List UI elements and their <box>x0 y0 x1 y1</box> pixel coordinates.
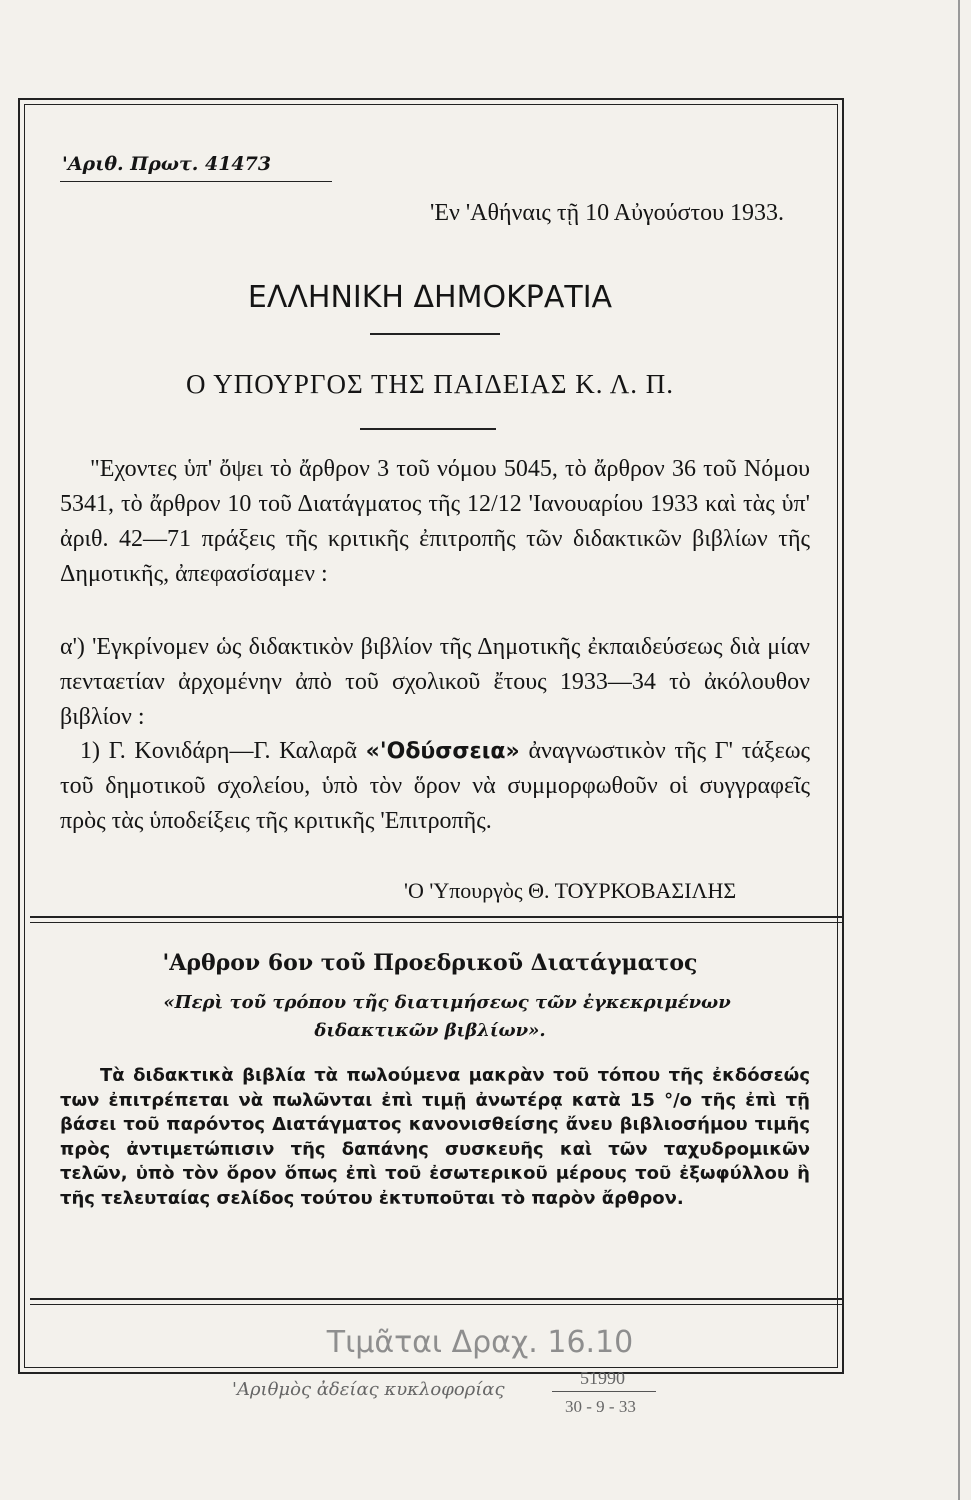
article-subtitle-1: «Περὶ τοῦ τρόπου τῆς διατιμήσεως τῶν ἐγκεκριμένων <box>163 992 731 1013</box>
price-stamp: Τιμᾶται Δραχ. 16.10 <box>326 1325 634 1360</box>
circulation-label: 'Αριθμὸς ἀδείας κυκλοφορίας <box>232 1379 505 1400</box>
approved-book-item <box>60 734 810 839</box>
republic-heading: ΕΛΛΗΝΙΚΗ ΔΗΜΟΚΡΑΤΙΑ <box>247 280 613 315</box>
book-authors: 1) Γ. Κονιδάρη—Γ. Καλαρᾶ <box>80 738 357 764</box>
book-title: «'Οδύσσεια» <box>365 739 520 764</box>
book-description: ἀναγνωστικὸν τῆς Γ' τάξεως τοῦ δημοτικοῦ σχολείου, ὑπὸ τὸν ὅρον νὰ συμμορφωθοῦν οἱ συγγραφεῖς πρὸς τὰς ὑποδείξεις τῆς κριτικῆς 'Επιτροπῆς. <box>60 738 811 834</box>
section-divider-1 <box>30 916 842 923</box>
minister-heading: Ο ΥΠΟΥΡΓΟΣ ΤΗΣ ΠΑΙΔΕΙΑΣ Κ. Λ. Π. <box>185 369 675 399</box>
decision-paragraph-2: α') 'Εγκρίνομεν ὡς διδακτικὸν βιβλίον τῆς Δημοτικῆς ἐκπαιδεύσεως διὰ μίαν πενταετίαν ἀρχομένην ἀπὸ τοῦ σχολικοῦ ἔτους 1933—34 τὸ ἀκόλουθον βιβλίον : <box>60 634 810 730</box>
section-divider-2 <box>30 1298 842 1305</box>
heading-rule-1 <box>370 333 500 335</box>
circulation-fraction-line <box>552 1391 656 1392</box>
circulation-date: 30 - 9 - 33 <box>565 1397 636 1416</box>
heading-rule-2 <box>360 428 496 430</box>
date-line: 'Εν 'Αθήναις τῇ 10 Αὐγούστου 1933. <box>430 200 784 226</box>
article-body: Τὰ διδακτικὰ βιβλία τὰ πωλούμενα μακρὰν τοῦ τόπου τῆς ἐκδόσεώς των ἐπιτρέπεται νὰ πωλῶνται ἐπὶ τιμῇ ἀνωτέρᾳ κατὰ 15 °/ο τῆς ἐπὶ τῇ βάσει τοῦ παρόντος Διατάγματος κανονισθείσης ἄνευ βιβλιοσήμου τιμῆς πρὸς ἀντιμετώπισιν τῆς δαπάνης συσκευῆς καὶ τῶν ταχυδρομικῶν τελῶν, ὑπὸ τὸν ὅρον ὅπως ἐπὶ τοῦ ἐσωτερικοῦ μέρους τοῦ ἐξωφύλλου ἢ τῆς τελευταίας σελίδος τούτου ἐκτυποῦται τὸ παρὸν ἄρθρον. <box>60 1065 810 1209</box>
protocol-number: 'Αριθ. Πρωτ. 41473 <box>62 153 272 175</box>
minister-signature: 'Ο 'Υπουργὸς Θ. ΤΟΥΡΚΟΒΑΣΙΛΗΣ <box>404 878 737 903</box>
circulation-number: 51990 <box>580 1368 625 1388</box>
protocol-underline <box>60 181 332 182</box>
article-title: 'Αρθρον 6ον τοῦ Προεδρικοῦ Διατάγματος <box>162 950 698 976</box>
article-subtitle-2: διδακτικῶν βιβλίων». <box>314 1020 546 1041</box>
decision-paragraph-1: "Εχοντες ὑπ' ὄψει τὸ ἄρθρον 3 τοῦ νόμου 5045, τὸ ἄρθρον 36 τοῦ Νόμου 5341, τὸ ἄρθρον 10 τοῦ Διατάγματος τῆς 12/12 'Ιανουαρίου 1933 καὶ τὰς ὑπ' ἀριθ. 42—71 πράξεις τῆς κριτικῆς ἐπιτροπῆς τῶν διδακτικῶν βιβλίων τῆς Δημοτικῆς, ἀπεφασίσαμεν : <box>60 456 810 587</box>
page-edge <box>958 0 960 1500</box>
